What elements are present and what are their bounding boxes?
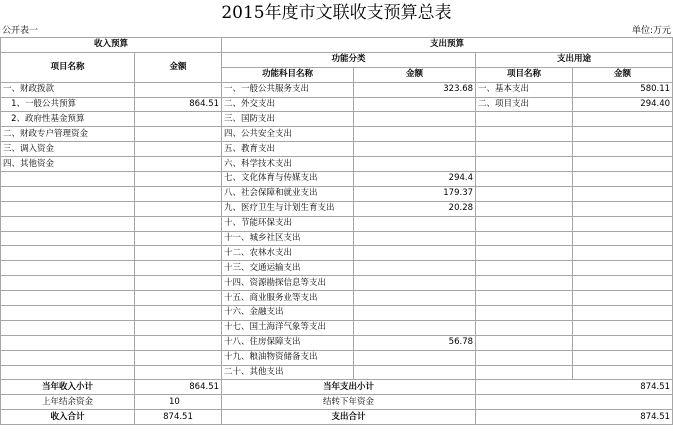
table-row xyxy=(1,97,673,112)
use-amount-cell xyxy=(573,186,673,201)
income-amount-cell xyxy=(135,216,222,231)
table-row xyxy=(1,261,673,276)
function-amount-cell xyxy=(354,112,476,127)
income-amount-cell xyxy=(135,246,222,261)
function-amount-cell xyxy=(354,231,476,246)
table-row xyxy=(1,186,673,201)
function-amount-cell: 179.37 xyxy=(354,186,476,201)
use-item-name-header: 项目名称 xyxy=(476,67,573,82)
income-item-name-header: 项目名称 xyxy=(1,52,135,82)
function-item-name-cell: 九、医疗卫生与计划生育支出 xyxy=(222,201,354,216)
income-total: 874.51 xyxy=(135,410,222,425)
function-amount-cell: 294.4 xyxy=(354,172,476,187)
function-item-name-cell: 四、公共安全支出 xyxy=(222,127,354,142)
function-item-name-cell: 五、教育支出 xyxy=(222,142,354,157)
table-row xyxy=(1,127,673,142)
use-item-name-cell xyxy=(476,335,573,350)
income-amount-cell xyxy=(135,276,222,291)
income-subtotal-label: 当年收入小计 xyxy=(1,380,135,395)
use-amount-cell: 580.11 xyxy=(573,82,673,97)
function-item-name-cell: 十一、城乡社区支出 xyxy=(222,231,354,246)
use-item-name-cell xyxy=(476,127,573,142)
function-item-name-cell: 二十、其他支出 xyxy=(222,365,354,380)
function-item-name-header: 功能科目名称 xyxy=(222,67,354,82)
use-amount-cell xyxy=(573,127,673,142)
function-item-name-cell: 六、科学技术支出 xyxy=(222,157,354,172)
function-amount-cell xyxy=(354,276,476,291)
income-amount-cell xyxy=(135,201,222,216)
income-amount-cell xyxy=(135,172,222,187)
income-item-name-cell xyxy=(1,261,135,276)
function-amount-cell xyxy=(354,97,476,112)
use-amount-cell xyxy=(573,246,673,261)
use-amount-cell: 294.40 xyxy=(573,97,673,112)
use-item-name-cell xyxy=(476,276,573,291)
table-row xyxy=(1,201,673,216)
use-item-name-cell xyxy=(476,291,573,306)
use-item-name-cell: 二、项目支出 xyxy=(476,97,573,112)
table-row xyxy=(1,157,673,172)
function-amount-cell xyxy=(354,157,476,172)
income-amount-cell xyxy=(135,291,222,306)
income-budget-header: 收入预算 xyxy=(1,38,222,53)
income-amount-cell xyxy=(135,365,222,380)
form-number: 公开表一 xyxy=(2,26,39,36)
income-item-name-cell xyxy=(1,186,135,201)
table-row xyxy=(1,350,673,365)
table-row xyxy=(1,291,673,306)
income-item-name-cell xyxy=(1,320,135,335)
function-item-name-cell: 十五、商业服务业等支出 xyxy=(222,291,354,306)
use-item-name-cell xyxy=(476,142,573,157)
income-item-name-cell xyxy=(1,365,135,380)
use-amount-cell xyxy=(573,201,673,216)
use-amount-header: 金额 xyxy=(573,67,673,82)
function-amount-cell: 323.68 xyxy=(354,82,476,97)
expense-subtotal: 874.51 xyxy=(476,380,673,395)
income-item-name-cell: 一、财政拨款 xyxy=(1,82,135,97)
function-amount-cell: 20.28 xyxy=(354,201,476,216)
table-row xyxy=(1,276,673,291)
use-amount-cell xyxy=(573,142,673,157)
use-amount-cell xyxy=(573,276,673,291)
use-amount-cell xyxy=(573,216,673,231)
table-row xyxy=(1,320,673,335)
use-item-name-cell xyxy=(476,306,573,321)
budget-table xyxy=(0,37,673,425)
income-item-name-cell xyxy=(1,276,135,291)
expense-budget-header: 支出预算 xyxy=(222,38,673,53)
income-amount-cell xyxy=(135,335,222,350)
totals-row xyxy=(1,395,673,410)
function-amount-cell xyxy=(354,320,476,335)
function-amount-cell xyxy=(354,261,476,276)
use-item-name-cell xyxy=(476,186,573,201)
use-amount-cell xyxy=(573,365,673,380)
function-amount-cell xyxy=(354,216,476,231)
totals-row xyxy=(1,410,673,425)
carryover-amount: 10 xyxy=(135,395,222,410)
income-amount-cell xyxy=(135,231,222,246)
function-amount-cell xyxy=(354,365,476,380)
table-row xyxy=(1,231,673,246)
function-amount-cell xyxy=(354,306,476,321)
unit-label: 单位:万元 xyxy=(631,26,671,36)
income-item-name-cell xyxy=(1,201,135,216)
function-amount-cell xyxy=(354,246,476,261)
use-amount-cell xyxy=(573,112,673,127)
function-item-name-cell: 十、节能环保支出 xyxy=(222,216,354,231)
income-item-name-cell: 二、财政专户管理资金 xyxy=(1,127,135,142)
use-item-name-cell xyxy=(476,350,573,365)
page-title: 2015年度市文联收支预算总表 xyxy=(221,3,452,23)
use-amount-cell xyxy=(573,172,673,187)
table-row xyxy=(1,335,673,350)
function-amount-cell: 56.78 xyxy=(354,335,476,350)
use-item-name-cell xyxy=(476,216,573,231)
income-amount-cell: 864.51 xyxy=(135,97,222,112)
function-class-header: 功能分类 xyxy=(222,52,476,67)
use-amount-cell xyxy=(573,335,673,350)
carryforward-amount xyxy=(476,395,673,410)
function-item-name-cell: 十六、金融支出 xyxy=(222,306,354,321)
carryover-label: 上年结余资金 xyxy=(1,395,135,410)
income-item-name-cell xyxy=(1,172,135,187)
income-amount-header: 金额 xyxy=(135,52,222,82)
income-item-name-cell: 1、一般公共预算 xyxy=(1,97,135,112)
table-row xyxy=(1,306,673,321)
use-item-name-cell xyxy=(476,365,573,380)
table-row xyxy=(1,112,673,127)
function-item-name-cell: 十八、住房保障支出 xyxy=(222,335,354,350)
use-item-name-cell xyxy=(476,320,573,335)
use-amount-cell xyxy=(573,261,673,276)
function-item-name-cell: 十三、交通运输支出 xyxy=(222,261,354,276)
function-item-name-cell: 一、一般公共服务支出 xyxy=(222,82,354,97)
totals-row xyxy=(1,380,673,395)
income-amount-cell xyxy=(135,306,222,321)
function-item-name-cell: 八、社会保障和就业支出 xyxy=(222,186,354,201)
function-amount-cell xyxy=(354,291,476,306)
function-item-name-cell: 七、文化体育与传媒支出 xyxy=(222,172,354,187)
income-item-name-cell xyxy=(1,246,135,261)
table-row xyxy=(1,142,673,157)
expense-use-header: 支出用途 xyxy=(476,52,673,67)
function-amount-cell xyxy=(354,127,476,142)
income-item-name-cell xyxy=(1,306,135,321)
expense-total: 874.51 xyxy=(476,410,673,425)
table-row xyxy=(1,246,673,261)
income-item-name-cell xyxy=(1,216,135,231)
income-amount-cell xyxy=(135,157,222,172)
use-amount-cell xyxy=(573,291,673,306)
income-amount-cell xyxy=(135,127,222,142)
income-item-name-cell: 2、政府性基金预算 xyxy=(1,112,135,127)
function-amount-header: 金额 xyxy=(354,67,476,82)
function-item-name-cell: 十九、粮油物资储备支出 xyxy=(222,350,354,365)
use-amount-cell xyxy=(573,320,673,335)
use-item-name-cell xyxy=(476,246,573,261)
table-row xyxy=(1,172,673,187)
income-amount-cell xyxy=(135,112,222,127)
function-item-name-cell: 十四、资源勘探信息等支出 xyxy=(222,276,354,291)
expense-total-label: 支出合计 xyxy=(222,410,476,425)
function-item-name-cell: 二、外交支出 xyxy=(222,97,354,112)
income-item-name-cell: 四、其他资金 xyxy=(1,157,135,172)
function-item-name-cell: 三、国防支出 xyxy=(222,112,354,127)
use-item-name-cell xyxy=(476,201,573,216)
use-item-name-cell xyxy=(476,172,573,187)
income-amount-cell xyxy=(135,320,222,335)
function-amount-cell xyxy=(354,350,476,365)
use-item-name-cell xyxy=(476,261,573,276)
income-item-name-cell: 三、调入资金 xyxy=(1,142,135,157)
table-row xyxy=(1,365,673,380)
expense-subtotal-label: 当年支出小计 xyxy=(222,380,476,395)
use-amount-cell xyxy=(573,157,673,172)
use-item-name-cell xyxy=(476,112,573,127)
table-row xyxy=(1,216,673,231)
income-item-name-cell xyxy=(1,335,135,350)
income-amount-cell xyxy=(135,261,222,276)
income-amount-cell xyxy=(135,82,222,97)
income-subtotal: 864.51 xyxy=(135,380,222,395)
table-row xyxy=(1,82,673,97)
function-item-name-cell: 十七、国土海洋气象等支出 xyxy=(222,320,354,335)
income-amount-cell xyxy=(135,186,222,201)
income-amount-cell xyxy=(135,350,222,365)
use-item-name-cell xyxy=(476,231,573,246)
income-item-name-cell xyxy=(1,291,135,306)
use-amount-cell xyxy=(573,306,673,321)
function-amount-cell xyxy=(354,142,476,157)
function-item-name-cell: 十二、农林水支出 xyxy=(222,246,354,261)
use-amount-cell xyxy=(573,231,673,246)
income-total-label: 收入合计 xyxy=(1,410,135,425)
income-amount-cell xyxy=(135,142,222,157)
carryforward-label: 结转下年资金 xyxy=(222,395,476,410)
use-item-name-cell: 一、基本支出 xyxy=(476,82,573,97)
income-item-name-cell xyxy=(1,231,135,246)
use-item-name-cell xyxy=(476,157,573,172)
income-item-name-cell xyxy=(1,350,135,365)
use-amount-cell xyxy=(573,350,673,365)
